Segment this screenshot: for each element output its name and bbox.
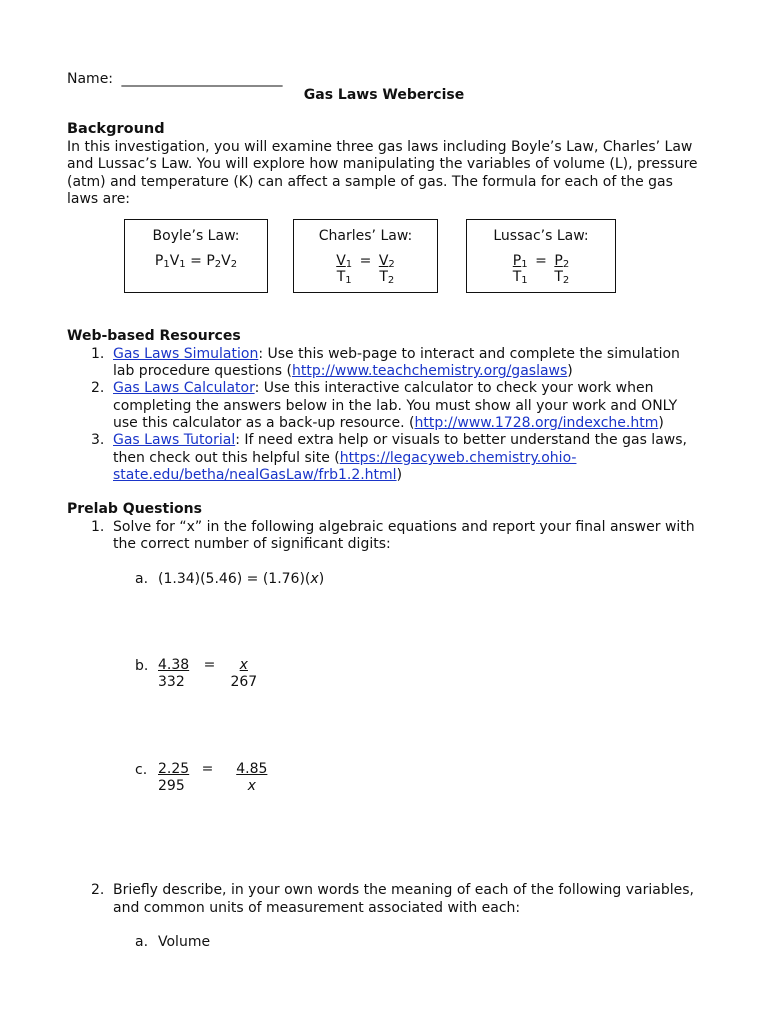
resource-3-number: 3. xyxy=(91,432,105,448)
gas-laws-simulation-link[interactable]: Gas Laws Simulation xyxy=(113,346,259,362)
question-1-line-1: Solve for “x” in the following algebraic equations and report your final answer with xyxy=(113,519,695,535)
prelab-heading: Prelab Questions xyxy=(67,501,202,517)
resource-1-line-2: lab procedure questions (http://www.teachchemistry.org/gaslaws) xyxy=(113,363,573,379)
background-line-1: In this investigation, you will examine three gas laws including Boyle’s Law, Charles’ Law xyxy=(67,139,693,155)
background-line-2: and Lussac’s Law. You will explore how manipulating the variables of volume (L), pressure xyxy=(67,156,698,172)
ohio-state-url-link-part-2[interactable]: state.edu/betha/nealGasLaw/frb1.2.html xyxy=(113,467,397,483)
question-1a-equation: (1.34)(5.46) = (1.76)(x) xyxy=(158,571,325,587)
resource-2-number: 2. xyxy=(91,380,105,396)
charles-law-box xyxy=(293,219,438,293)
question-1c-equation: $\frac{2.25}{295} = \frac{4.85}{x}$ xyxy=(158,761,268,794)
lussacs-law-box xyxy=(466,219,616,293)
resource-3-line-2: then check out this helpful site (https://legacyweb.chemistry.ohio- xyxy=(113,450,577,466)
name-blank-line[interactable]: _______________________ xyxy=(121,71,283,87)
name-label: Name: xyxy=(67,71,114,87)
lussacs-law-formula: $\frac{P_1}{T_1} = \frac{P_2}{T_2}$ xyxy=(512,253,570,286)
question-1b-label: b. xyxy=(135,658,149,674)
question-1a-label: a. xyxy=(135,571,149,587)
resource-1-number: 1. xyxy=(91,346,105,362)
teachchemistry-url-link[interactable]: http://www.teachchemistry.org/gaslaws xyxy=(291,363,568,379)
resource-3-line-1: Gas Laws Tutorial: If need extra help or visuals to better understand the gas laws, xyxy=(113,432,687,448)
background-line-3: (atm) and temperature (K) can affect a sample of gas. The formula for each of the gas xyxy=(67,174,673,190)
resource-2-line-1: Gas Laws Calculator: Use this interactive calculator to check your work when xyxy=(113,380,654,396)
resource-2-line-2: completing the answers below in the lab. You must show all your work and ONLY xyxy=(113,398,678,414)
1728-url-link[interactable]: http://www.1728.org/indexche.htm xyxy=(414,415,659,431)
question-2a-label: a. xyxy=(135,934,149,950)
question-1-number: 1. xyxy=(91,519,105,535)
resource-1-line-1: Gas Laws Simulation: Use this web-page to interact and complete the simulation xyxy=(113,346,680,362)
boyles-law-formula: $P_1V_1 = P_2V_2$ xyxy=(154,253,238,270)
gas-laws-tutorial-link[interactable]: Gas Laws Tutorial xyxy=(113,432,236,448)
question-1b-equation: $\frac{4.38}{332} = \frac{x}{267}$ xyxy=(158,657,258,690)
lussacs-law-title: Lussac’s Law: xyxy=(493,228,589,244)
page-title: Gas Laws Webercise xyxy=(303,87,465,103)
resource-3-line-3: state.edu/betha/nealGasLaw/frb1.2.html) xyxy=(113,467,403,483)
question-2-line-1: Briefly describe, in your own words the meaning of each of the following variables, xyxy=(113,882,694,898)
background-heading: Background xyxy=(67,121,165,137)
question-2-number: 2. xyxy=(91,882,105,898)
resource-2-line-3: use this calculator as a back-up resource. (http://www.1728.org/indexche.htm) xyxy=(113,415,664,431)
gas-laws-calculator-link[interactable]: Gas Laws Calculator xyxy=(113,380,255,396)
background-line-4: laws are: xyxy=(67,191,131,207)
question-1c-label: c. xyxy=(135,762,148,778)
question-1-line-2: the correct number of significant digits: xyxy=(113,536,391,552)
charles-law-title: Charles’ Law: xyxy=(318,228,413,244)
resources-heading: Web-based Resources xyxy=(67,328,241,344)
question-2-line-2: and common units of measurement associated with each: xyxy=(113,900,521,916)
question-2a-text: Volume xyxy=(158,934,211,950)
boyles-law-title: Boyle’s Law: xyxy=(152,228,240,244)
ohio-state-url-link-part-1[interactable]: https://legacyweb.chemistry.ohio- xyxy=(339,450,577,466)
charles-law-formula: $\frac{V_1}{T_1} = \frac{V_2}{T_2}$ xyxy=(336,253,395,286)
boyles-law-box xyxy=(124,219,268,293)
